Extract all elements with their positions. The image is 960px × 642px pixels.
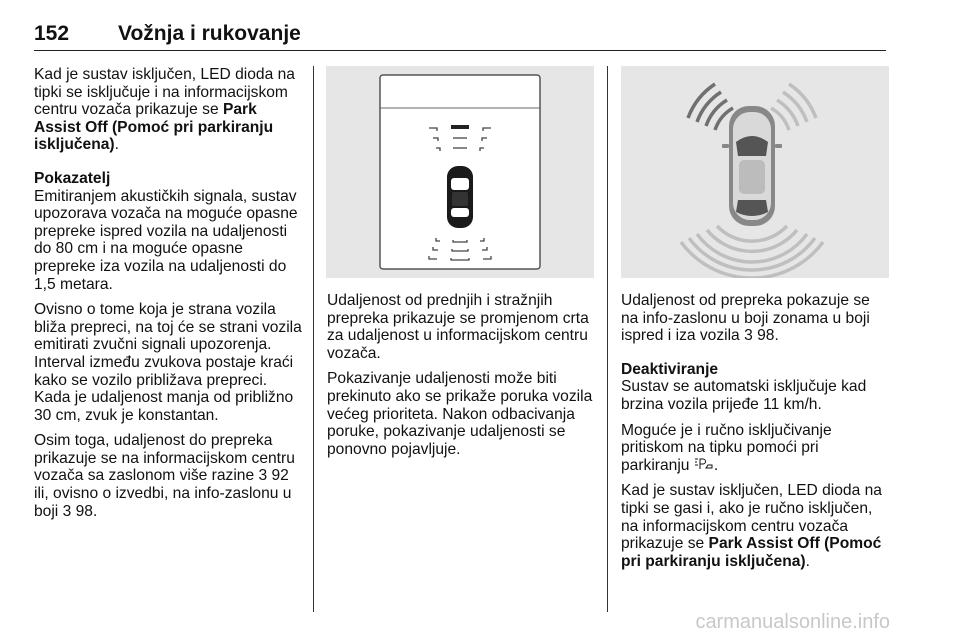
paragraph: Udaljenost od prepreka pokazuje se na info-zaslonu u boji zonama u boji ispred i iza vozila 3 98. [621,292,870,345]
paragraph: Osim toga, udaljenost do prepreka prikazuje se na informacijskom centru vozača sa zaslonom više razine 3 92 ili, ovisno o izvedbi, na info-zaslonu u boji 3 98. [34,432,295,520]
text-column-middle [327,292,595,466]
paragraph: Deaktiviranje Sustav se automatski isključuje kad brzina vozila prijeđe 11 km/h. [621,360,867,413]
paragraph: Kad je sustav isključen, LED dioda na tipki se gasi i, ako je ručno isključen, na informacijskom centru vozača prikazuje se Park Assist Off (Pomoć pri parkiranju isključena). [621,482,882,570]
page-title: Vožnja i rukovanje [118,22,301,45]
page-reference-link[interactable]: 3 98 [744,327,775,345]
info-display-zones-figure [621,66,889,278]
section-heading: Deaktiviranje [621,360,719,378]
page-number: 152 [34,22,70,45]
paragraph: Moguće je i ručno isključivanje pritiskom na tipku pomoći pri parkiranju . [621,421,832,474]
text-column-right [621,292,891,578]
column-divider [607,66,608,612]
section-heading: Pokazatelj [34,169,111,187]
display-message: Park Assist Off (Pomoć pri parkiranju isključena) [621,535,882,570]
paragraph: Pokazatelj Emitiranjem akustičkih signala, sustav upozorava vozača na moguće opasne prepreke ispred vozila na udaljenosti do 80 cm i na moguće opasne prepreke iza vozila na udaljenosti do 1,5 metara. [34,169,298,293]
display-message: Park Assist Off (Pomoć pri parkiranju isključena) [34,101,274,154]
paragraph: Pokazivanje udaljenosti može biti prekinuto ako se prikaže poruka vozila većeg prioriteta. Nakon odbacivanja poruke, pokazivanje udaljenosti se ponovno pojavljuje. [327,370,593,458]
page-header [34,22,886,51]
column-divider [313,66,314,612]
watermark: carmanualsonline.info [695,611,890,633]
paragraph: Udaljenost od prednjih i stražnjih prepreka prikazuje se promjenom crta za udaljenost u informacijskom centru vozača. [327,292,589,362]
park-assist-button-icon [694,458,714,473]
paragraph: Kad je sustav isključen, LED dioda na tipki se isključuje i na informacijskom centru vozača prikazuje se Park Assist Off (Pomoć pri parkiranju isključena). [34,66,295,154]
page-reference-link[interactable]: 3 98 [62,502,93,520]
driver-info-display-figure [326,66,594,278]
page-reference-link[interactable]: 3 92 [258,467,289,485]
text-column-left [34,66,302,528]
paragraph: Ovisno o tome koja je strana vozila bliža prepreci, na toj će se strani vozila emitirati zvučni signali upozorenja. Interval između zvukova postaje kraći kako se vozilo približava prepreci. Kada je udaljenost manja od približno 30 cm, zvuk je konstantan. [34,301,302,424]
